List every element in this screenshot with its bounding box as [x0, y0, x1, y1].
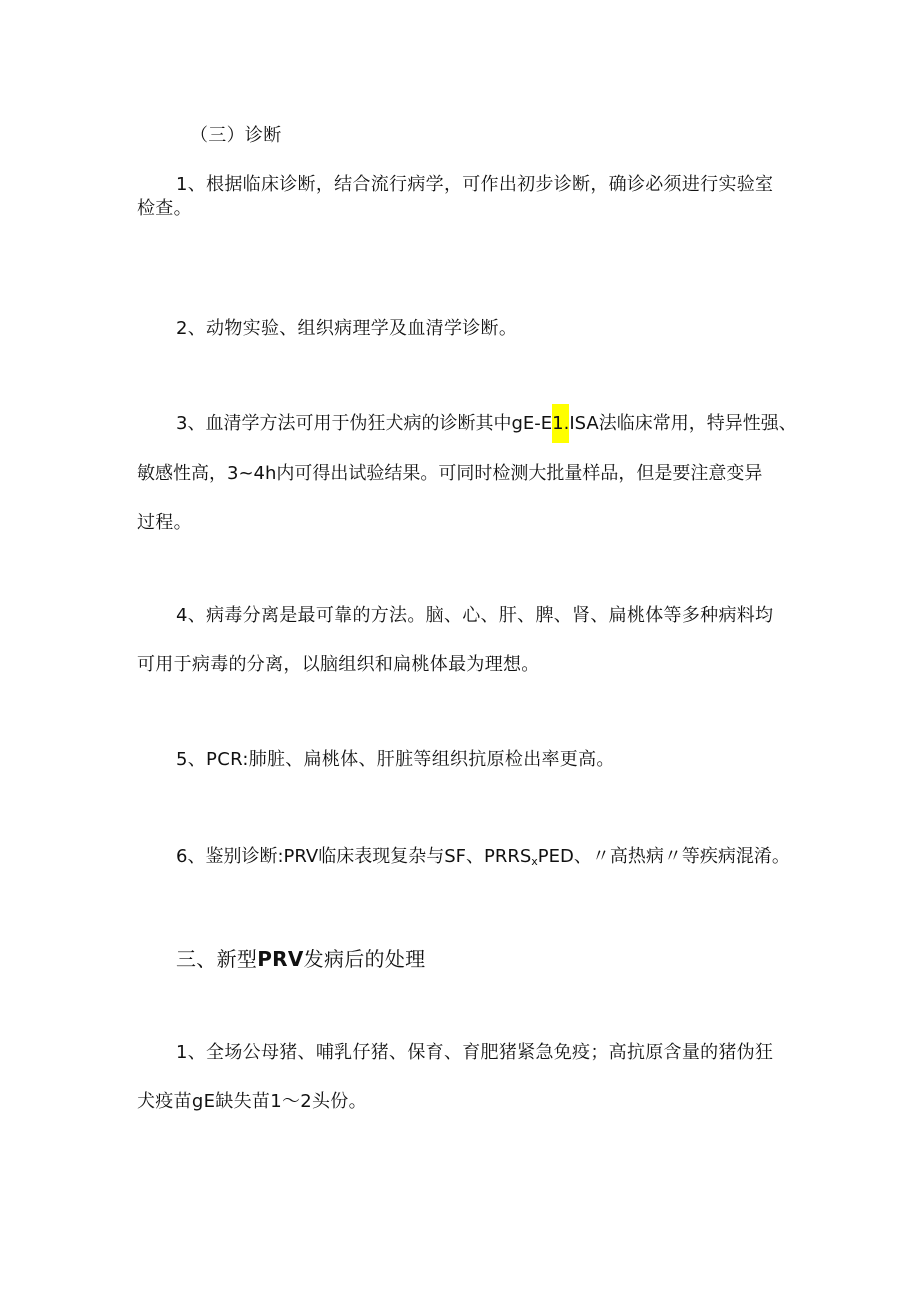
chapter-heading-prefix: 三、新型 — [176, 947, 258, 971]
chapter-heading — [176, 946, 425, 972]
paragraph-3-text-before: 3、血清学方法可用于伪狂犬病的诊断其中gE-E — [176, 413, 553, 434]
subscript-x: x — [531, 855, 538, 868]
paragraph-7-line-2: 犬疫苗gE缺失苗1～2头份。 — [137, 1091, 367, 1112]
paragraph-4-line-1: 4、病毒分离是最可靠的方法。脑、心、肝、脾、肾、扁桃体等多种病料均 — [176, 605, 774, 626]
paragraph-7-line-1: 1、全场公母猪、哺乳仔猪、保育、育肥猪紧急免疫；高抗原含量的猪伪狂 — [176, 1042, 774, 1063]
paragraph-3-line-2: 敏感性高，3~4h内可得出试验结果。可同时检测大批量样品，但是要注意变异 — [137, 463, 763, 484]
paragraph-3-line-1 — [176, 411, 797, 437]
paragraph-6-text-before: 6、鉴别诊断:PRV临床表现复杂与SF、PRRS — [176, 846, 532, 867]
section-heading: （三）诊断 — [190, 125, 282, 146]
paragraph-6-text-after: PED、〃高热病〃等疾病混淆。 — [537, 846, 790, 867]
paragraph-4-line-2: 可用于病毒的分离，以脑组织和扁桃体最为理想。 — [137, 654, 540, 675]
chapter-heading-suffix: 发病后的处理 — [303, 947, 426, 971]
highlighted-text: 1. — [552, 404, 569, 443]
paragraph-3-line-3: 过程。 — [137, 512, 192, 533]
paragraph-1-line-1: 1、根据临床诊断，结合流行病学，可作出初步诊断，确诊必须进行实验室 — [176, 174, 774, 195]
paragraph-3-text-after: ISA法临床常用，特异性强、 — [569, 413, 797, 434]
paragraph-2-line-1: 2、动物实验、组织病理学及血清学诊断。 — [176, 318, 518, 339]
paragraph-1-line-2: 检查。 — [137, 198, 192, 219]
paragraph-5-line-1: 5、PCR:肺脏、扁桃体、肝脏等组织抗原检出率更高。 — [176, 749, 615, 770]
paragraph-6-line-1 — [176, 844, 790, 875]
chapter-heading-bold: PRV — [257, 947, 304, 971]
